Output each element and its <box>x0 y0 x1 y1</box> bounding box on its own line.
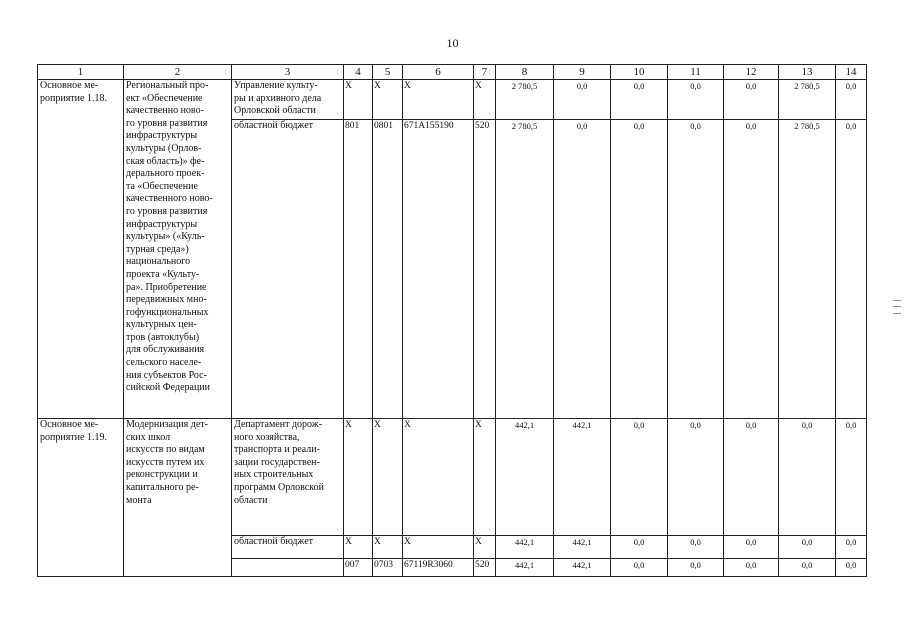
amount-cell: 0,0 <box>668 536 724 559</box>
col-header: 2 <box>124 65 232 80</box>
amount-cell: 0,0 <box>724 536 779 559</box>
amount-cell: 2 780,5 <box>779 120 836 419</box>
budget-table <box>37 64 867 577</box>
col-header: 6 <box>403 65 474 80</box>
amount-cell: 0,0 <box>611 120 668 419</box>
code-cell: X <box>373 80 403 120</box>
col-header: 3 <box>232 65 344 80</box>
event-name: Основное ме- роприятие 1.18. <box>38 80 124 419</box>
event-name: Основное ме- роприятие 1.19. <box>38 419 124 577</box>
amount-cell: 0,0 <box>836 80 867 120</box>
col-header: 13 <box>779 65 836 80</box>
code-cell: X <box>474 80 496 120</box>
code-cell: X <box>403 536 474 559</box>
code-cell: 520 <box>474 559 496 577</box>
code-cell: 520 <box>474 120 496 419</box>
amount-cell: 2 780,5 <box>496 80 554 120</box>
executor-cell <box>232 559 344 577</box>
amount-cell: 2 780,5 <box>779 80 836 120</box>
code-cell: X <box>344 419 373 536</box>
amount-cell: 0,0 <box>779 559 836 577</box>
amount-cell: 0,0 <box>724 559 779 577</box>
amount-cell: 0,0 <box>836 536 867 559</box>
amount-cell: 442,1 <box>496 559 554 577</box>
amount-cell: 0,0 <box>668 80 724 120</box>
amount-cell: 0,0 <box>611 419 668 536</box>
amount-cell: 0,0 <box>611 536 668 559</box>
page-number: 10 <box>446 36 459 50</box>
edge-mark <box>893 300 901 314</box>
amount-cell: 0,0 <box>724 120 779 419</box>
executor-cell: Департамент дорож- ного хозяйства, транспорта и реали- зации государствен- ных строительных программ Орловской области <box>232 419 344 536</box>
amount-cell: 442,1 <box>554 536 611 559</box>
col-header: 11 <box>668 65 724 80</box>
amount-cell: 0,0 <box>611 80 668 120</box>
col-header: 7 <box>474 65 496 80</box>
code-cell: 671A155190 <box>403 120 474 419</box>
code-cell: X <box>344 80 373 120</box>
amount-cell: 442,1 <box>554 419 611 536</box>
executor-cell: Управление культу- ры и архивного дела Орловской области <box>232 80 344 120</box>
code-cell: 801 <box>344 120 373 419</box>
code-cell: X <box>344 536 373 559</box>
col-header: 12 <box>724 65 779 80</box>
col-header: 5 <box>373 65 403 80</box>
code-cell: X <box>373 419 403 536</box>
amount-cell: 0,0 <box>554 120 611 419</box>
col-header: 1 <box>38 65 124 80</box>
amount-cell: 0,0 <box>611 559 668 577</box>
amount-cell: 0,0 <box>836 559 867 577</box>
table-row <box>38 419 867 536</box>
executor-cell: областной бюджет <box>232 536 344 559</box>
amount-cell: 442,1 <box>496 536 554 559</box>
event-description: Модернизация дет- ских школ искусств по видам искусств путем их реконструкции и капитального ре- монта <box>124 419 232 577</box>
col-header: 14 <box>836 65 867 80</box>
amount-cell: 0,0 <box>668 120 724 419</box>
amount-cell: 0,0 <box>836 419 867 536</box>
code-cell: 67119R3060 <box>403 559 474 577</box>
amount-cell: 0,0 <box>554 80 611 120</box>
table-row <box>38 80 867 120</box>
col-header: 8 <box>496 65 554 80</box>
code-cell: 007 <box>344 559 373 577</box>
amount-cell: 0,0 <box>779 536 836 559</box>
code-cell: 0801 <box>373 120 403 419</box>
col-header: 10 <box>611 65 668 80</box>
code-cell: X <box>474 536 496 559</box>
amount-cell: 442,1 <box>496 419 554 536</box>
col-header: 9 <box>554 65 611 80</box>
amount-cell: 0,0 <box>668 419 724 536</box>
code-cell: 0703 <box>373 559 403 577</box>
amount-cell: 0,0 <box>836 120 867 419</box>
code-cell: X <box>403 80 474 120</box>
amount-cell: 0,0 <box>668 559 724 577</box>
amount-cell: 0,0 <box>724 80 779 120</box>
amount-cell: 0,0 <box>779 419 836 536</box>
amount-cell: 442,1 <box>554 559 611 577</box>
event-description: Региональный про- ект «Обеспечение качественно ново- го уровня развития инфраструктуры культуры (Орлов- ская область)» фе- дерального проек- та «Обеспечение качественного ново- го уровня развития инфраструктуры культуры» («Куль- турная среда») национального проекта «Культу- ра». Приобретение передвижных мно- гофункциональных культурных цен- тров (автоклубы) для обслуживания сельского населе- ния субъектов Рос- сийской Федерации <box>124 80 232 419</box>
column-number-row <box>38 65 867 80</box>
col-header: 4 <box>344 65 373 80</box>
code-cell: X <box>403 419 474 536</box>
amount-cell: 0,0 <box>724 419 779 536</box>
executor-cell: областной бюджет <box>232 120 344 419</box>
amount-cell: 2 780,5 <box>496 120 554 419</box>
code-cell: X <box>373 536 403 559</box>
code-cell: X <box>474 419 496 536</box>
